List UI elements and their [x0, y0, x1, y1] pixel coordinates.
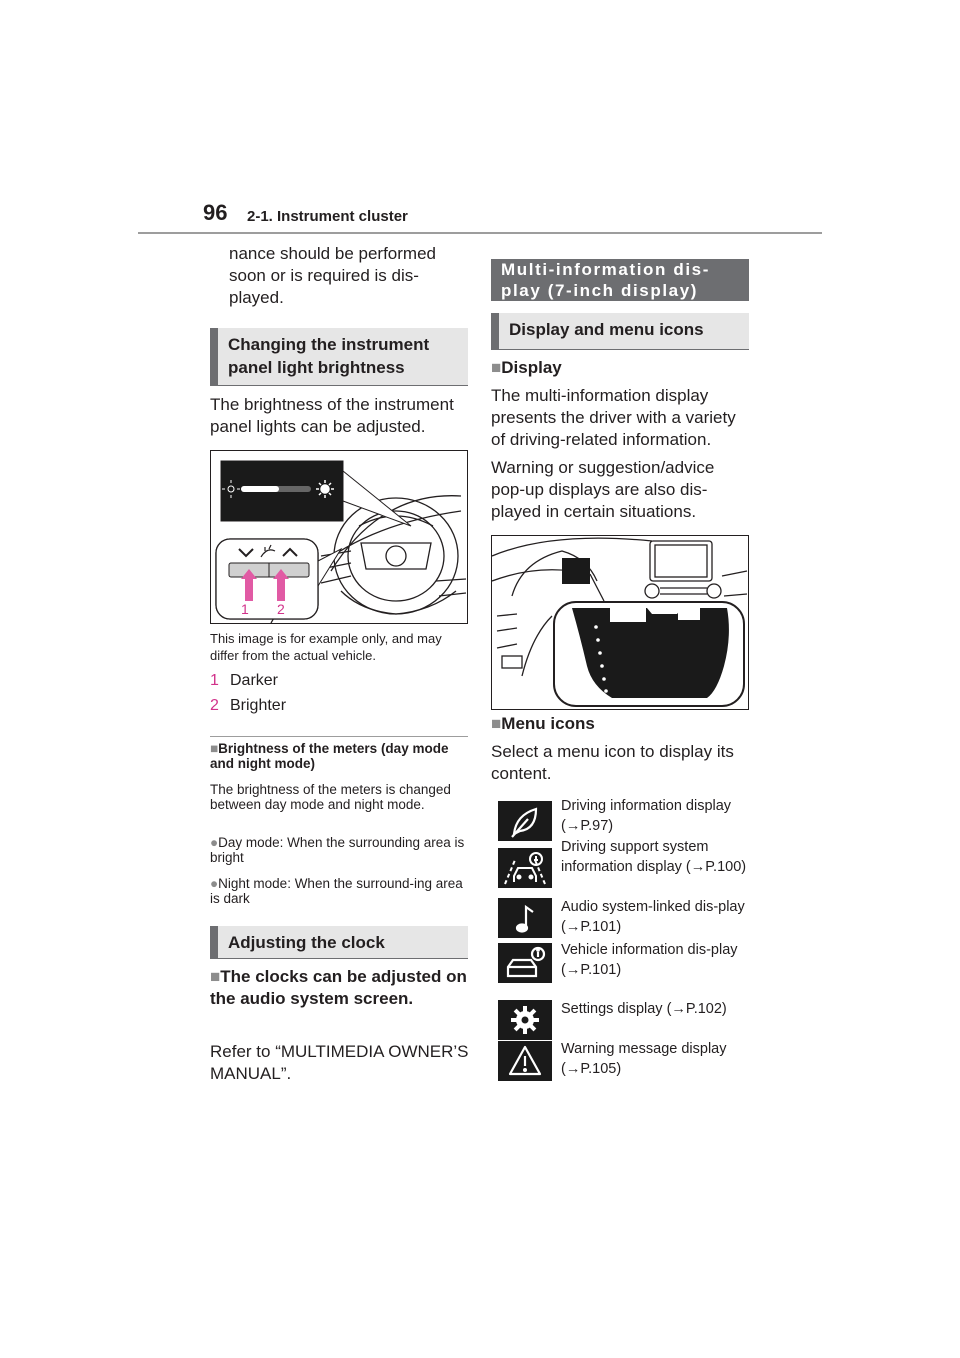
- header-rule: [138, 232, 822, 234]
- legend-number: 1: [210, 672, 219, 689]
- brightness-figure: [210, 450, 468, 624]
- note-title: [210, 741, 468, 771]
- menu-icons-subheading: [491, 713, 595, 735]
- note-title-text: Brightness of the meters (day mode and night mode): [210, 741, 449, 771]
- icon-label-driving-support: Driving support system information display (→P.100): [561, 839, 747, 875]
- vehicle-info-icon: [498, 943, 552, 983]
- square-bullet-icon: ■: [491, 358, 502, 377]
- legend-label: Darker: [230, 672, 279, 689]
- icon-label-warning: Warning message display (→P.105): [561, 1041, 727, 1077]
- round-bullet-icon: ●: [210, 835, 219, 850]
- clock-heading: Adjusting the clock: [210, 926, 468, 959]
- brightness-text: The brightness of the instrument panel lights can be adjusted.: [210, 395, 454, 436]
- dashboard-illustration: [211, 451, 467, 623]
- note-bullet-night: [210, 876, 468, 906]
- multi-info-heading: [491, 259, 749, 301]
- square-bullet-icon: ■: [210, 741, 219, 756]
- square-bullet-icon: ■: [210, 967, 221, 986]
- legend-item-brighter: [210, 695, 286, 717]
- brightness-heading: Changing the instrument panel light brightness: [210, 328, 468, 386]
- gear-icon: [498, 1000, 552, 1040]
- figure-number-1: 1: [241, 601, 249, 617]
- continuation-text: nance should be performed soon or is required is dis-played.: [229, 244, 436, 307]
- display-text-2: Warning or suggestion/advice pop-up displays are also dis-played in certain situations.: [491, 458, 715, 521]
- legend-number: 2: [210, 697, 219, 714]
- music-note-icon: [498, 898, 552, 938]
- clock-subheading: [210, 966, 472, 1010]
- leaf-icon: [498, 801, 552, 841]
- display-subheading: [491, 357, 562, 379]
- display-text-1: The multi-information display presents the driver with a variety of driving-related information.: [491, 386, 736, 449]
- icon-label-settings: Settings display (→P.102): [561, 1001, 727, 1017]
- note-text: The brightness of the meters is changed between day mode and night mode.: [210, 782, 451, 812]
- note-bullet-text: Day mode: When the surrounding area is bright: [210, 835, 465, 865]
- multi-info-heading-text: Multi-information dis-play (7-inch display): [501, 260, 710, 300]
- figure-number-2: 2: [277, 601, 285, 617]
- clock-text: Refer to “MULTIMEDIA OWNER’S MANUAL”.: [210, 1042, 469, 1083]
- square-bullet-icon: ■: [491, 714, 502, 733]
- legend-label: Brighter: [230, 697, 287, 714]
- section-title: 2-1. Instrument cluster: [247, 208, 408, 225]
- note-divider: [210, 736, 468, 737]
- menu-icons-heading: Display and menu icons: [491, 313, 749, 350]
- icon-label-driving-info: Driving information display (→P.97): [561, 798, 732, 834]
- menu-icons-text: Select a menu icon to display its content.: [491, 742, 734, 783]
- figure-caption: This image is for example only, and may differ from the actual vehicle.: [210, 631, 442, 663]
- page-number: 96: [203, 200, 228, 225]
- cockpit-illustration: [492, 536, 748, 709]
- legend-item-darker: [210, 670, 278, 692]
- menu-icons-subheading-text: Menu icons: [501, 714, 595, 733]
- icon-label-audio: Audio system-linked dis-play (→P.101): [561, 899, 745, 935]
- driving-support-icon: [498, 848, 552, 888]
- clock-subheading-text: The clocks can be adjusted on the audio system screen.: [210, 967, 467, 1008]
- multi-info-figure: [491, 535, 749, 710]
- note-bullet-day: [210, 835, 468, 865]
- icon-label-vehicle-info: Vehicle information dis-play (→P.101): [561, 942, 738, 978]
- note-bullet-text: Night mode: When the surround-ing area is dark: [210, 876, 463, 906]
- round-bullet-icon: ●: [210, 876, 219, 891]
- warning-triangle-icon: [498, 1041, 552, 1081]
- display-subheading-text: Display: [501, 358, 562, 377]
